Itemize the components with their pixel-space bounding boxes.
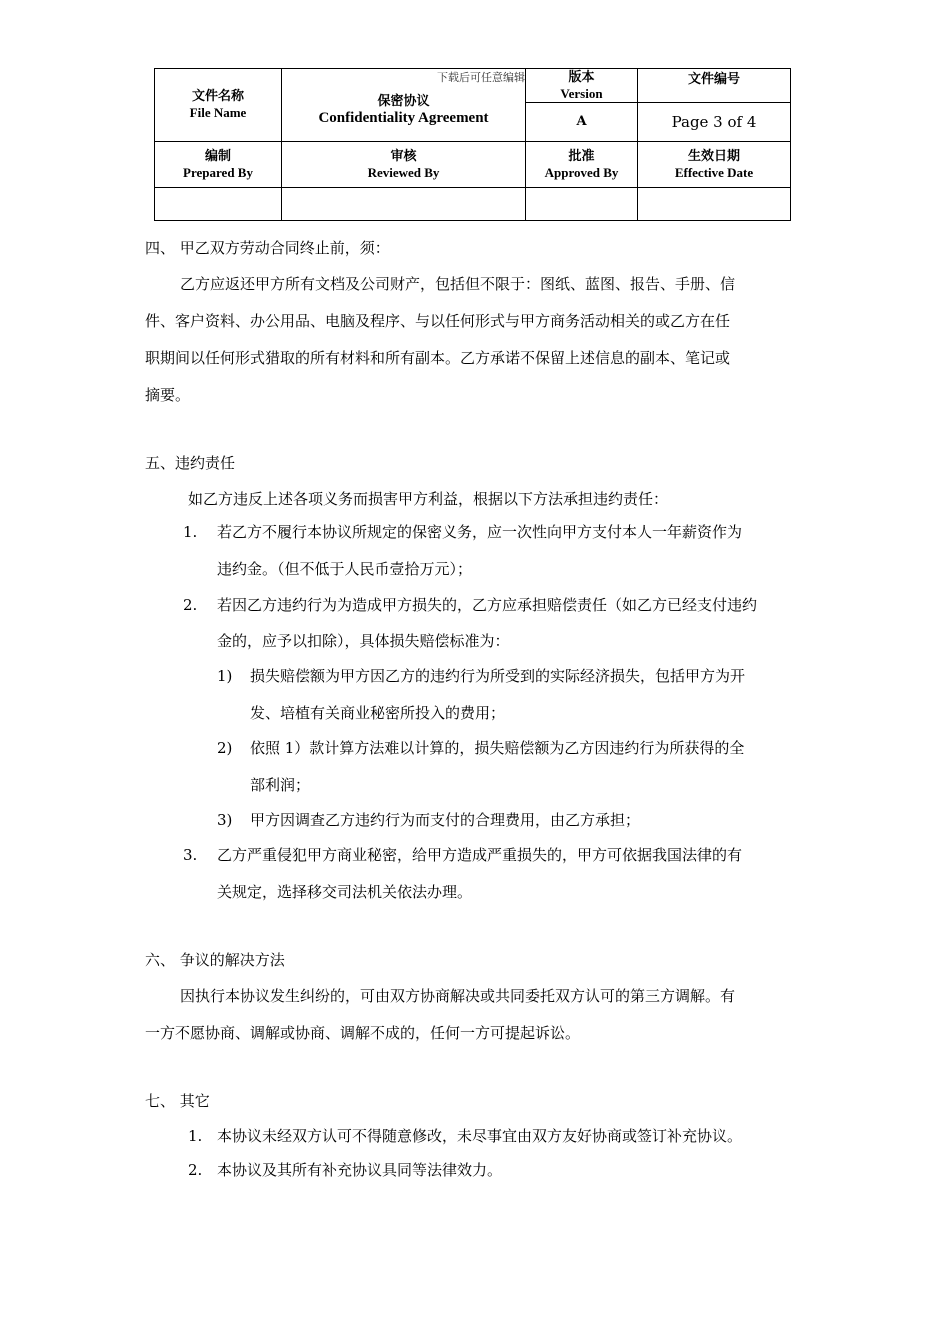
prepared-by-value-cell	[155, 188, 282, 221]
version-label-cell	[526, 69, 638, 103]
section-7-heading: 七、 其它	[145, 1092, 210, 1110]
document-title-cell	[282, 69, 526, 142]
version-label-cn: 版本	[568, 69, 595, 85]
section-5-heading: 五、违约责任	[145, 454, 236, 472]
page-number: Page 3 of 4	[671, 113, 757, 131]
list-item-line: 若乙方不履行本协议所规定的保密义务，应一次性向甲方支付本人一年薪资作为	[217, 523, 743, 541]
file-name-label-en: File Name	[189, 105, 247, 120]
reviewed-by-cn: 审核	[390, 148, 417, 164]
section-5-intro: 如乙方违反上述各项义务而损害甲方利益，根据以下方法承担违约责任：	[188, 490, 669, 508]
prepared-by-en: Prepared By	[183, 164, 253, 180]
sub-list-item-line: 部利润；	[250, 776, 311, 794]
section-4-paragraph-line: 乙方应返还甲方所有文档及公司财产，包括但不限于：图纸、蓝图、报告、手册、信	[180, 275, 736, 293]
sub-list-item-number: 2)	[217, 739, 233, 757]
document-header-table	[154, 68, 791, 221]
document-title-en: Confidentiality Agreement	[318, 110, 489, 126]
effective-date-label-cell	[638, 142, 791, 188]
section-4-paragraph-line: 职期间以任何形式猎取的所有材料和所有副本。乙方承诺不保留上述信息的副本、笔记或	[145, 349, 731, 367]
list-item-line: 金的，应予以扣除），具体损失赔偿标准为：	[217, 632, 510, 650]
page-number-cell	[638, 103, 791, 142]
sub-list-item-line: 发、培植有关商业秘密所投入的费用；	[250, 704, 506, 722]
approved-by-en: Approved By	[544, 164, 619, 180]
sub-list-item-line: 损失赔偿额为甲方因乙方的违约行为所受到的实际经济损失，包括甲方为开	[250, 667, 746, 685]
list-item-line: 关规定，选择移交司法机关依法办理。	[217, 883, 473, 901]
list-item-line: 本协议及其所有补充协议具同等法律效力。	[217, 1161, 503, 1179]
effective-date-value-cell	[638, 188, 791, 221]
sub-list-item-line: 甲方因调查乙方违约行为而支付的合理费用，由乙方承担；	[250, 811, 641, 829]
list-item-number: 2.	[188, 1161, 203, 1179]
reviewed-by-label-cell	[282, 142, 526, 188]
prepared-by-cn: 编制	[204, 148, 231, 164]
file-number-label-cell	[638, 69, 791, 103]
list-item-number: 1.	[183, 523, 198, 541]
sub-list-item-number: 1)	[217, 667, 233, 685]
approved-by-cn: 批准	[568, 148, 595, 164]
list-item-line: 若因乙方违约行为为造成甲方损失的，乙方应承担赔偿责任（如乙方已经支付违约	[217, 596, 758, 614]
sub-list-item-line: 依照 1）款计算方法难以计算的，损失赔偿额为乙方因违约行为所获得的全	[250, 739, 745, 757]
reviewed-by-en: Reviewed By	[367, 164, 440, 180]
section-6-heading: 六、 争议的解决方法	[145, 951, 285, 969]
section-6-paragraph-line: 一方不愿协商、调解或协商、调解不成的，任何一方可提起诉讼。	[145, 1024, 581, 1042]
prepared-by-label-cell	[155, 142, 282, 188]
list-item-number: 1.	[188, 1127, 203, 1145]
watermark-text: 下载后可任意编辑	[437, 71, 525, 84]
list-item-number: 3.	[183, 846, 198, 864]
list-item-number: 2.	[183, 596, 198, 614]
file-name-label-cell	[155, 69, 282, 142]
section-4-heading: 四、 甲乙双方劳动合同终止前，须：	[145, 239, 390, 257]
file-name-label-cn: 文件名称	[191, 89, 244, 104]
version-label-en: Version	[560, 85, 603, 101]
version-value-cell	[526, 103, 638, 142]
document-title-cn: 保密协议	[377, 94, 430, 109]
reviewed-by-value-cell	[282, 188, 526, 221]
section-4-paragraph-line: 摘要。	[145, 386, 191, 404]
effective-date-en: Effective Date	[674, 164, 754, 180]
approved-by-label-cell	[526, 142, 638, 188]
section-4-paragraph-line: 件、客户资料、办公用品、电脑及程序、与以任何形式与甲方商务活动相关的或乙方在任	[145, 312, 731, 330]
list-item-line: 乙方严重侵犯甲方商业秘密，给甲方造成严重损失的，甲方可依据我国法律的有	[217, 846, 743, 864]
list-item-line: 本协议未经双方认可不得随意修改，未尽事宜由双方友好协商或签订补充协议。	[217, 1127, 743, 1145]
section-6-paragraph-line: 因执行本协议发生纠纷的，可由双方协商解决或共同委托双方认可的第三方调解。有	[180, 987, 736, 1005]
sub-list-item-number: 3)	[217, 811, 233, 829]
version-value: A	[576, 114, 587, 129]
effective-date-cn: 生效日期	[687, 148, 740, 164]
list-item-line: 违约金。（但不低于人民币壹拾万元）；	[217, 560, 473, 578]
file-number-label: 文件编号	[687, 72, 740, 87]
approved-by-value-cell	[526, 188, 638, 221]
